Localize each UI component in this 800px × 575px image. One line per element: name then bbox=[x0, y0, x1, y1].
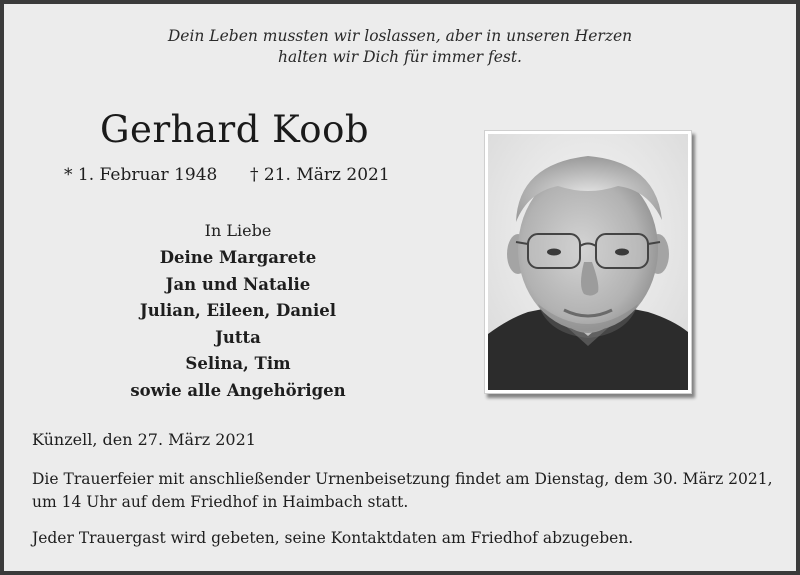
funeral-info-line-2: um 14 Uhr auf dem Friedhof in Haimbach statt. bbox=[32, 493, 409, 511]
portrait-image bbox=[488, 134, 688, 390]
family-member: Julian, Eileen, Daniel bbox=[139, 301, 337, 320]
family-member: Deine Margarete bbox=[159, 248, 317, 267]
family-member: Jan und Natalie bbox=[165, 274, 311, 294]
place-date: Künzell, den 27. März 2021 bbox=[32, 430, 256, 449]
birth-date: * 1. Februar 1948 bbox=[64, 165, 218, 185]
motto-line-1: Dein Leben mussten wir loslassen, aber in unseren Herzen bbox=[167, 27, 633, 45]
family-member: Selina, Tim bbox=[185, 354, 291, 373]
contact-note: Jeder Trauergast wird gebeten, seine Kontaktdaten am Friedhof abzugeben. bbox=[32, 529, 634, 547]
family-member: Jutta bbox=[215, 327, 261, 347]
obituary-card bbox=[4, 4, 796, 571]
family-intro: In Liebe bbox=[204, 221, 272, 240]
deceased-name: Gerhard Koob bbox=[100, 108, 370, 151]
funeral-info-line-1: Die Trauerfeier mit anschließender Urnenbeisetzung findet am Dienstag, dem 30. März 2021, bbox=[32, 470, 773, 488]
portrait-photo bbox=[484, 130, 692, 394]
family-member: sowie alle Angehörigen bbox=[130, 380, 346, 400]
death-date: † 21. März 2021 bbox=[250, 165, 390, 185]
funeral-info bbox=[32, 468, 773, 514]
family-list bbox=[122, 219, 354, 404]
motto-line-2: halten wir Dich für immer fest. bbox=[278, 48, 522, 66]
motto bbox=[4, 26, 796, 68]
